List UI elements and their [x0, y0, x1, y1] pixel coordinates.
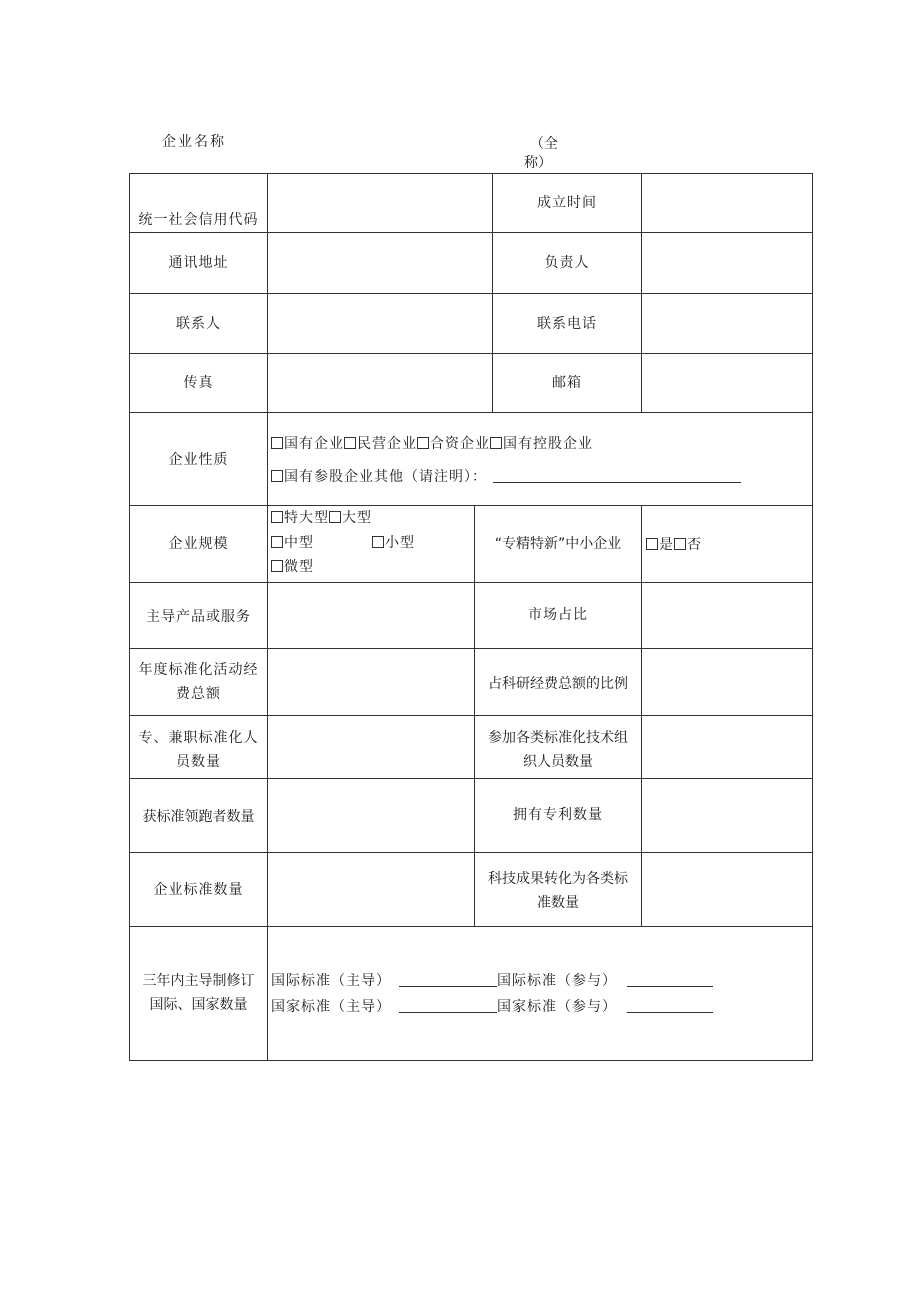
leaders-label: 获标准领跑者数量: [142, 809, 255, 825]
scale-line2-small: [372, 532, 415, 552]
checkbox-medium[interactable]: [271, 536, 283, 548]
nat-lead-input[interactable]: [399, 998, 497, 1013]
market-share-label: 市场占比: [528, 607, 588, 623]
annual-funds-field[interactable]: [268, 649, 474, 715]
option-large: 大型: [342, 510, 372, 526]
annual-funds-line2: 费总额: [176, 686, 221, 702]
three-year-line1: 三年内主导制修订: [142, 973, 255, 989]
staff-line2: 员数量: [176, 754, 221, 770]
option-no: 否: [687, 537, 702, 553]
checkbox-micro[interactable]: [271, 560, 283, 572]
enterprise-standards-label: 企业标准数量: [153, 882, 244, 898]
checkbox-large[interactable]: [329, 511, 341, 523]
conversion-field[interactable]: [642, 853, 812, 926]
intl-lead-label: 国际标准（主导）: [271, 973, 391, 989]
address-label: 通讯地址: [168, 255, 229, 271]
email-field[interactable]: [642, 354, 812, 412]
person-in-charge-label: 负责人: [544, 255, 590, 271]
option-private: 民营企业: [357, 436, 417, 452]
specialized-label: “专精特新”中小企业: [494, 536, 622, 552]
contact-person-label: 联系人: [176, 316, 221, 332]
full-name-hint-1: （全: [530, 136, 558, 152]
option-micro: 微型: [284, 559, 314, 575]
checkbox-state-owned[interactable]: [271, 437, 283, 449]
option-medium: 中型: [284, 535, 314, 551]
intl-part-label: 国际标准（参与）: [497, 973, 617, 989]
leaders-field[interactable]: [268, 779, 474, 852]
checkbox-yes[interactable]: [646, 538, 658, 550]
conversion-line2: 准数量: [537, 895, 579, 911]
annual-funds-line1: 年度标准化活动经: [138, 662, 259, 678]
staff-field[interactable]: [268, 716, 474, 778]
other-specify-input[interactable]: [493, 468, 741, 483]
nature-options-line1: [271, 433, 593, 453]
fax-field[interactable]: [268, 354, 492, 412]
checkbox-state-controlled[interactable]: [490, 437, 502, 449]
option-yes: 是: [659, 537, 674, 553]
patents-label: 拥有专利数量: [513, 807, 603, 823]
rd-ratio-field[interactable]: [642, 649, 812, 715]
scale-label: 企业规模: [168, 536, 229, 552]
org-staff-label: [475, 726, 641, 774]
intl-lead-input[interactable]: [399, 972, 497, 987]
contact-phone-field[interactable]: [642, 294, 812, 353]
person-in-charge-field[interactable]: [642, 233, 812, 293]
checkbox-private[interactable]: [344, 437, 356, 449]
checkbox-joint-venture[interactable]: [417, 437, 429, 449]
option-extra-large: 特大型: [284, 510, 329, 526]
org-staff-line2: 织人员数量: [523, 754, 593, 770]
nature-label: 企业性质: [168, 452, 229, 468]
address-field[interactable]: [268, 233, 492, 293]
conversion-line1: 科技成果转化为各类标: [488, 871, 628, 887]
option-joint-venture: 合资企业: [430, 436, 490, 452]
three-year-line2: 国际、国家数量: [149, 997, 248, 1013]
standards-line1: [271, 970, 713, 990]
option-state-participating: 国有参股企业: [284, 469, 374, 485]
contact-phone-label: 联系电话: [537, 316, 597, 332]
nature-options-line2: [271, 466, 741, 486]
intl-part-input[interactable]: [627, 972, 713, 987]
rd-ratio-label: 占科研经费总额的比例: [488, 676, 628, 692]
nat-lead-label: 国家标准（主导）: [271, 999, 391, 1015]
market-share-field[interactable]: [642, 583, 812, 648]
full-name-hint-2: 称）: [524, 155, 552, 171]
enterprise-standards-field[interactable]: [268, 853, 474, 926]
standards-line2: [271, 996, 713, 1016]
company-name-label: 企业名称: [162, 134, 226, 150]
main-product-label: 主导产品或服务: [146, 609, 251, 625]
credit-code-field[interactable]: [268, 174, 492, 232]
nat-part-label: 国家标准（参与）: [497, 999, 617, 1015]
three-year-label: [130, 969, 267, 1017]
checkbox-extra-large[interactable]: [271, 511, 283, 523]
checkbox-small[interactable]: [372, 536, 384, 548]
specialized-options: [646, 534, 702, 554]
scale-line2-medium: [271, 532, 314, 552]
fax-label: 传真: [183, 375, 214, 391]
nat-part-input[interactable]: [627, 998, 713, 1013]
org-staff-field[interactable]: [642, 716, 812, 778]
org-staff-line1: 参加各类标准化技术组: [488, 730, 628, 746]
option-state-owned: 国有企业: [284, 436, 344, 452]
checkbox-no[interactable]: [674, 538, 686, 550]
credit-code-label: 统一社会信用代码: [138, 212, 259, 228]
founded-date-field[interactable]: [642, 174, 812, 232]
email-label: 邮箱: [552, 375, 582, 391]
staff-label: [130, 726, 267, 774]
option-state-controlled: 国有控股企业: [503, 436, 593, 452]
scale-line1: [271, 507, 372, 527]
contact-person-field[interactable]: [268, 294, 492, 353]
annual-funds-label: [130, 658, 267, 706]
main-product-field[interactable]: [268, 583, 474, 648]
option-other: 其他（请注明）：: [374, 469, 487, 485]
staff-line1: 专、兼职标准化人: [138, 730, 259, 746]
scale-line3: [271, 556, 314, 576]
founded-date-label: 成立时间: [537, 195, 597, 211]
checkbox-state-participating[interactable]: [271, 470, 283, 482]
patents-field[interactable]: [642, 779, 812, 852]
option-small: 小型: [385, 535, 415, 551]
conversion-label: [475, 867, 641, 915]
